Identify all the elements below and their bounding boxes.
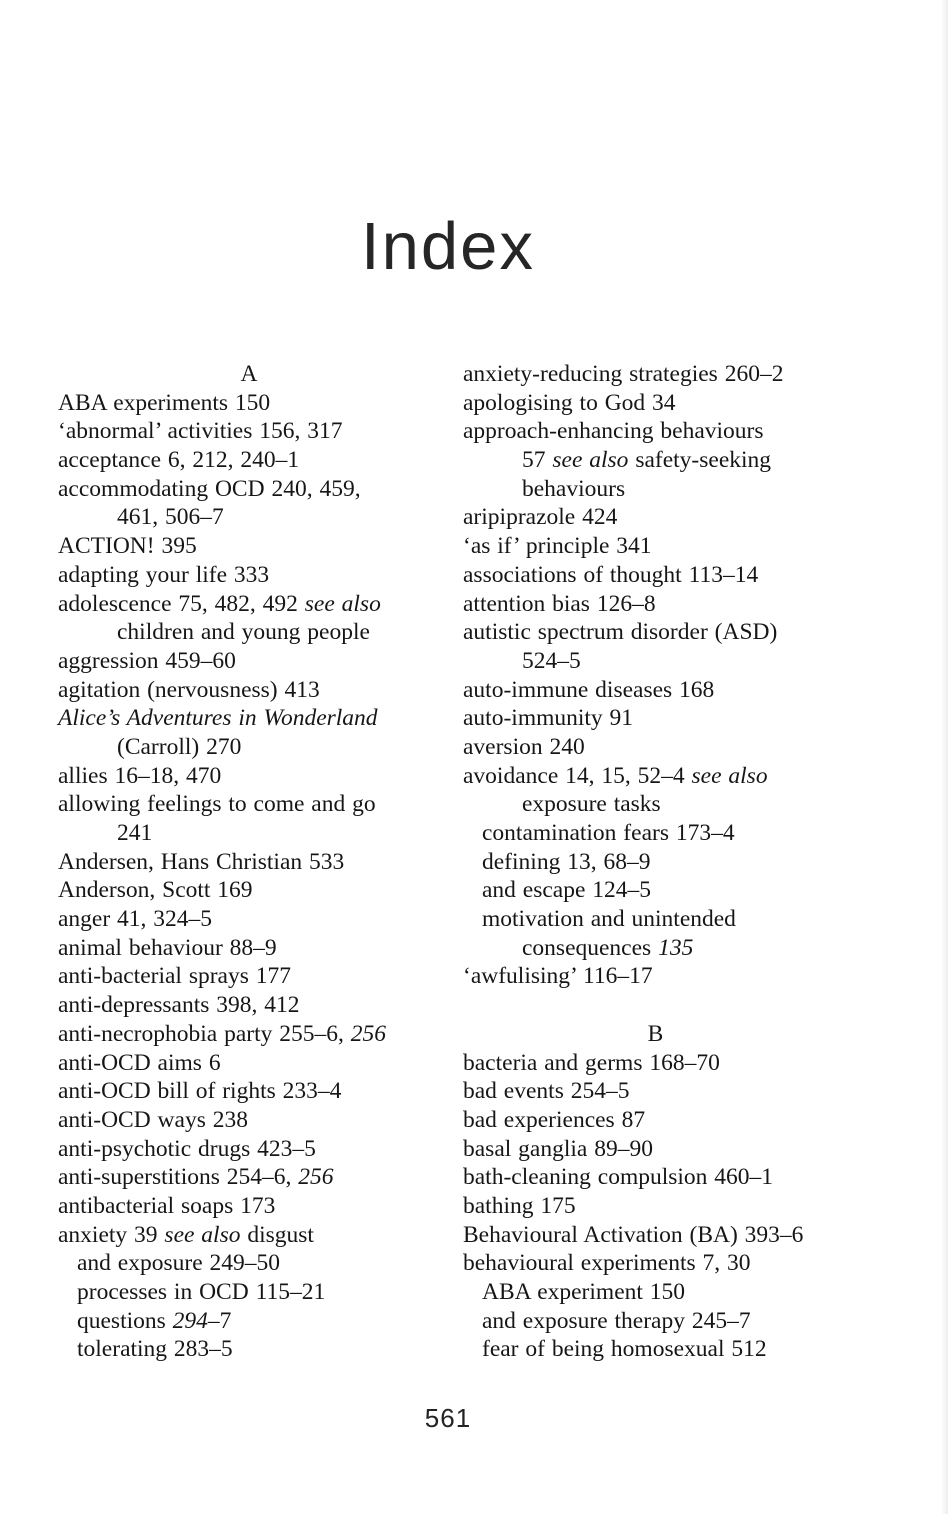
page-edge-shadow	[941, 0, 948, 1514]
index-line	[463, 532, 848, 561]
index-line	[463, 905, 848, 934]
index-line	[58, 1049, 440, 1078]
index-text: consequences	[522, 934, 659, 961]
index-text: antibacterial soaps 173	[58, 1192, 276, 1219]
index-line	[463, 962, 848, 991]
index-line	[463, 503, 848, 532]
index-text: bathing 175	[463, 1192, 576, 1219]
index-line	[463, 1278, 848, 1307]
index-column-right	[463, 360, 848, 1364]
index-line	[463, 475, 848, 504]
index-text: anti-OCD bill of rights 233–4	[58, 1078, 342, 1105]
page-content	[58, 0, 838, 1514]
index-line	[58, 503, 440, 532]
index-text: motivation and unintended	[482, 906, 736, 933]
index-line	[463, 676, 848, 705]
index-text: auto-immune diseases 168	[463, 676, 715, 703]
index-text-italic: Alice’s Adventures in Wonderland	[58, 705, 378, 732]
index-text: disgust	[240, 1221, 314, 1248]
index-text: safety-seeking	[628, 447, 772, 474]
index-text: ‘awfulising’ 116–17	[463, 963, 653, 990]
index-line	[58, 1135, 440, 1164]
index-text: and exposure 249–50	[77, 1250, 281, 1277]
index-line	[58, 446, 440, 475]
index-line	[463, 446, 848, 475]
index-text: adolescence 75, 482, 492	[58, 590, 305, 617]
index-line	[58, 962, 440, 991]
index-text-italic: 256	[298, 1164, 334, 1191]
index-line	[463, 1106, 848, 1135]
index-line	[58, 1163, 440, 1192]
index-text: approach-enhancing behaviours	[463, 418, 764, 445]
index-line	[463, 790, 848, 819]
index-line	[463, 590, 848, 619]
index-line	[58, 1335, 440, 1364]
index-text-italic: see also	[164, 1221, 241, 1248]
index-line	[58, 790, 440, 819]
index-text: defining 13, 68–9	[482, 848, 651, 875]
index-line	[463, 1163, 848, 1192]
page-title: Index	[361, 209, 535, 284]
index-text: accommodating OCD 240, 459,	[58, 475, 361, 502]
index-line	[58, 1307, 440, 1336]
index-text: behaviours	[522, 475, 626, 502]
index-text: anti-bacterial sprays 177	[58, 963, 291, 990]
index-line	[58, 561, 440, 590]
page-number: 561	[424, 1403, 472, 1433]
index-line	[58, 1278, 440, 1307]
index-text: anti-OCD ways 238	[58, 1106, 248, 1133]
index-line	[58, 676, 440, 705]
index-line	[58, 819, 440, 848]
index-line	[463, 1049, 848, 1078]
index-text-italic: 135	[658, 934, 694, 961]
index-line	[58, 1106, 440, 1135]
index-text-italic: 294	[172, 1307, 208, 1334]
index-column-left	[58, 360, 440, 1364]
index-text: aggression 459–60	[58, 647, 236, 674]
index-text: anxiety-reducing strategies 260–2	[463, 361, 784, 387]
index-text: auto-immunity 91	[463, 705, 634, 732]
index-line	[58, 876, 440, 905]
index-line	[58, 848, 440, 877]
index-line	[463, 876, 848, 905]
index-text: autistic spectrum disorder (ASD)	[463, 619, 778, 646]
index-text: agitation (nervousness) 413	[58, 676, 320, 703]
index-text-italic: see also	[691, 762, 768, 789]
index-line	[463, 704, 848, 733]
index-text: ACTION! 395	[58, 533, 197, 560]
index-text: anger 41, 324–5	[58, 906, 213, 933]
index-text-italic: see also	[552, 447, 629, 474]
index-text: aripiprazole 424	[463, 504, 618, 531]
index-line	[58, 417, 440, 446]
index-text: anti-superstitions 254–6,	[58, 1164, 299, 1191]
index-line	[58, 991, 440, 1020]
index-text: –7	[207, 1307, 232, 1334]
index-line	[58, 618, 440, 647]
index-text: 461, 506–7	[117, 504, 224, 531]
index-line	[58, 1077, 440, 1106]
index-line	[58, 1192, 440, 1221]
index-text: contamination fears 173–4	[482, 820, 735, 846]
index-line	[463, 618, 848, 647]
index-text: exposure tasks	[522, 791, 661, 818]
index-line	[58, 647, 440, 676]
index-line	[463, 733, 848, 762]
index-line	[58, 389, 440, 418]
index-text: apologising to God 34	[463, 389, 676, 416]
index-text: questions	[77, 1307, 173, 1334]
index-line	[58, 934, 440, 963]
index-text: and escape 124–5	[482, 877, 652, 904]
index-text: allowing feelings to come and go	[58, 791, 376, 818]
index-line	[463, 991, 848, 1020]
index-line	[463, 762, 848, 791]
index-text: anxiety 39	[58, 1221, 165, 1248]
index-text: anti-depressants 398, 412	[58, 992, 300, 1019]
index-text: A	[240, 361, 258, 387]
index-line	[463, 417, 848, 446]
index-line	[463, 819, 848, 848]
index-text-italic: see also	[304, 590, 381, 617]
index-line	[463, 1192, 848, 1221]
index-line	[58, 905, 440, 934]
index-text: associations of thought 113–14	[463, 561, 759, 588]
index-text: bath-cleaning compulsion 460–1	[463, 1164, 774, 1191]
index-line	[463, 1221, 848, 1250]
index-line	[463, 360, 848, 389]
index-line	[58, 733, 440, 762]
index-line	[58, 762, 440, 791]
index-line	[58, 1249, 440, 1278]
index-text: ‘as if’ principle 341	[463, 533, 652, 560]
index-text: ABA experiment 150	[482, 1279, 686, 1305]
index-line	[463, 848, 848, 877]
index-text: 57	[522, 447, 553, 474]
index-line	[463, 389, 848, 418]
index-text: behavioural experiments 7, 30	[463, 1250, 751, 1277]
index-line	[58, 704, 440, 733]
index-text: anti-psychotic drugs 423–5	[58, 1135, 316, 1162]
index-line	[463, 934, 848, 963]
index-text: attention bias 126–8	[463, 590, 656, 617]
index-text: avoidance 14, 15, 52–4	[463, 762, 692, 789]
index-line	[58, 590, 440, 619]
index-line	[463, 647, 848, 676]
index-text: tolerating 283–5	[77, 1336, 233, 1363]
index-text: Behavioural Activation (BA) 393–6	[463, 1221, 804, 1248]
index-line	[58, 532, 440, 561]
index-text: children and young people	[117, 619, 370, 646]
index-text: aversion 240	[463, 733, 585, 760]
index-text: adapting your life 333	[58, 561, 270, 588]
index-line	[463, 1335, 848, 1364]
index-line	[463, 1135, 848, 1164]
index-text: 524–5	[522, 647, 581, 674]
index-text: bacteria and germs 168–70	[463, 1049, 720, 1076]
index-text: allies 16–18, 470	[58, 762, 222, 789]
index-text: ‘abnormal’ activities 156, 317	[58, 418, 343, 445]
index-text: basal ganglia 89–90	[463, 1135, 653, 1162]
index-text: bad events 254–5	[463, 1078, 630, 1105]
index-text: anti-OCD aims 6	[58, 1049, 221, 1076]
index-text-italic: 256	[350, 1020, 386, 1047]
index-text: processes in OCD 115–21	[77, 1279, 326, 1305]
index-line	[58, 1221, 440, 1250]
index-text: bad experiences 87	[463, 1106, 646, 1133]
index-text: Anderson, Scott 169	[58, 877, 253, 904]
index-text: ABA experiments 150	[58, 389, 271, 416]
index-line	[463, 1307, 848, 1336]
index-text: Andersen, Hans Christian 533	[58, 848, 345, 875]
index-line	[58, 475, 440, 504]
index-line	[463, 1077, 848, 1106]
index-text: fear of being homosexual 512	[482, 1336, 767, 1363]
index-section-heading	[58, 360, 440, 389]
index-text: B	[647, 1020, 664, 1047]
index-text: and exposure therapy 245–7	[482, 1307, 751, 1334]
index-text: animal behaviour 88–9	[58, 934, 277, 961]
index-text: 241	[117, 820, 153, 846]
index-section-heading	[463, 1020, 848, 1049]
index-line	[463, 1249, 848, 1278]
index-line	[463, 561, 848, 590]
index-text: acceptance 6, 212, 240–1	[58, 447, 300, 474]
index-text: (Carroll) 270	[117, 733, 242, 760]
index-text: anti-necrophobia party 255–6,	[58, 1020, 351, 1047]
index-line	[58, 1020, 440, 1049]
